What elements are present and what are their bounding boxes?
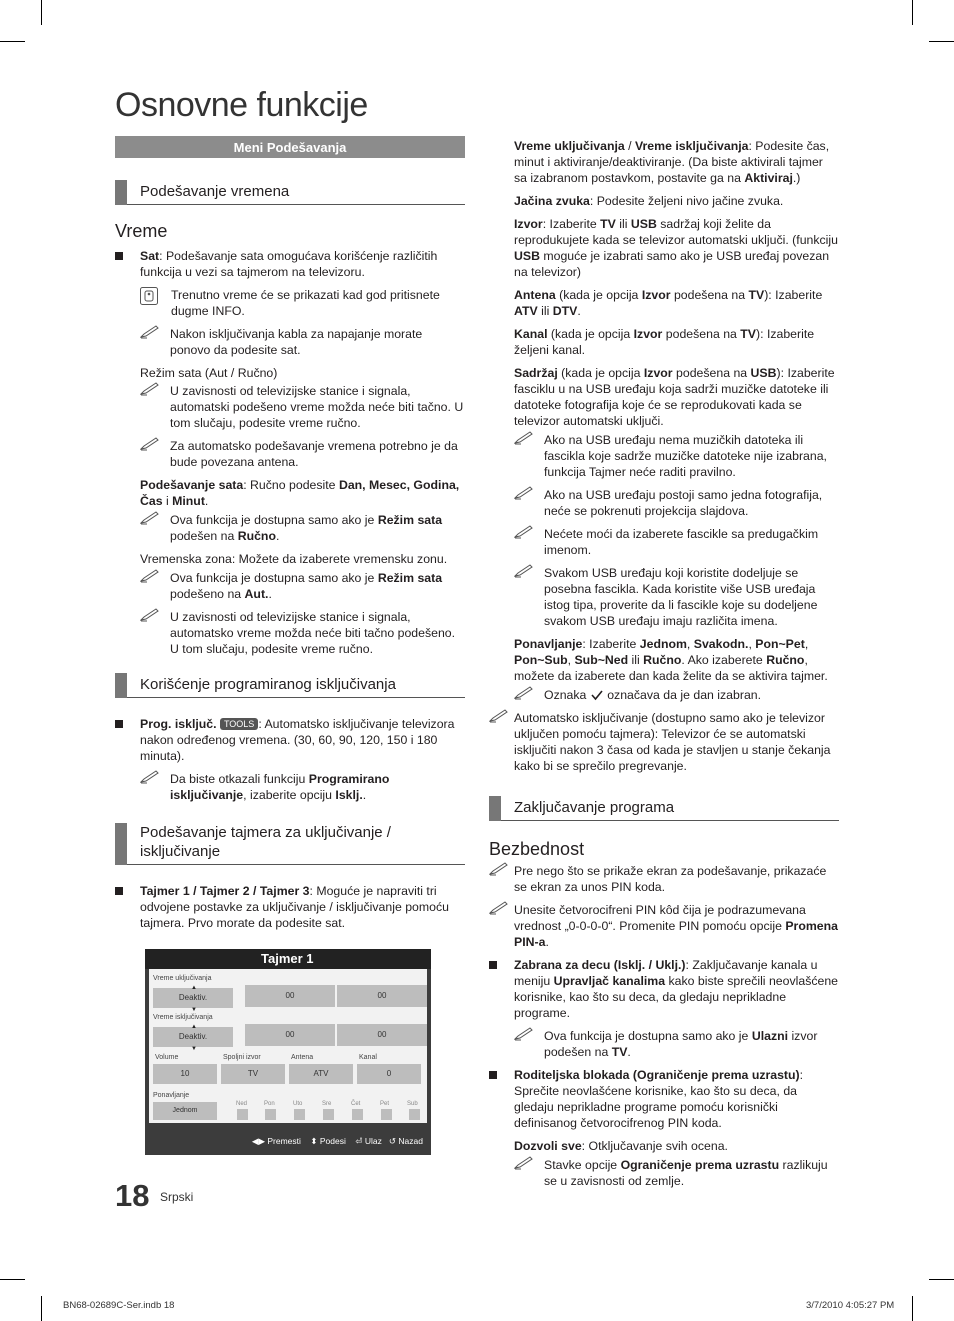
subhead-sleep-timer: Korišćenje programiranog isključivanja [115,673,465,698]
note: Oznaka označava da je dan izabran. [489,687,839,703]
arrow-down-icon: ▼ [191,1007,197,1013]
paragraph-on-off-time: Vreme uključivanja / Vreme isključivanja: Podesite čas, minut i aktiviranje/deaktiviranje. (Da biste aktivirali tajmer sa izabranom postavkom, postavite ga na Aktiviraj.) [514,139,830,185]
pencil-note-icon [514,486,534,500]
paragraph-content: Sadržaj (kada je opcija Izvor podešena na USB): Izaberite fasciklu u na USB uređaju koja sadrži muzičke datoteke ili datoteke fotografija koje će se reprodukovati kada se televizor automatski uključi. [514,366,835,428]
paragraph-source: Izvor: Izaberite TV ili USB sadržaj koji želite da reprodukujete kada se televizor automatski uključi. (funkciju USB moguće je izabrati samo ako je USB uređaj povezan na televizor) [514,217,838,279]
note: Ova funkcija je dostupna samo ako je Režim sata podešeno na Aut.. [115,570,465,602]
note: Za automatsko podešavanje vremena potrebno je da bude povezana antena. [115,438,465,470]
paragraph-volume: Jačina zvuka: Podesite željeni nivo jačine zvuka. [514,194,784,208]
timer-osd-screen [145,949,431,1155]
bullet-prog-isklj: Prog. isključ. TOOLS : Automatsko isključivanje televizora nakon određenog vremena. (30, 60, 90, 120, 150 i 180 minuta). [115,716,465,764]
osd-day-checkbox[interactable] [352,1109,363,1120]
pencil-note-icon [140,325,160,339]
print-slug-file: BN68-02689C-Ser.indb 18 [63,1300,175,1311]
paragraph-antenna: Antena (kada je opcija Izvor podešena na TV): Izaberite ATV ili DTV. [514,288,823,318]
pencil-note-icon [140,437,160,451]
osd-antenna-label: Antena [291,1054,314,1061]
note: Nakon isključivanja kabla za napajanje morate ponovo da podesite sat. [115,326,465,358]
osd-on-select[interactable]: Deaktiv. [153,988,233,1008]
note: Ako na USB uređaju nema muzičkih datoteka ili fascikla koje sadrže muzičke datoteke nije izabrana, funkcija Tajmer neće raditi pravilno. [489,432,839,480]
note: Ova funkcija je dostupna samo ako je Ulazni izvor podešen na TV. [489,1028,839,1060]
enter-icon: ⏎ [355,1136,363,1146]
osd-volume-value[interactable]: 10 [153,1064,217,1084]
note: Stavke opcije Ograničenje prema uzrastu razlikuju se u zavisnosti od zemlje. [489,1157,839,1189]
print-slug-date: 3/7/2010 4:05:27 PM [806,1300,895,1311]
osd-on-hour[interactable]: 00 [245,985,335,1007]
section-heading-vreme: Vreme [115,221,168,241]
up-down-arrow-icon: ⬍ [310,1136,318,1146]
section-heading-bezbednost: Bezbednost [489,839,585,859]
paragraph-repeat: Ponavljanje: Izaberite Jednom, Svakodn., Pon~Pet, Pon~Sub, Sub~Ned ili Ručno. Ako izaberete Ručno, možete da izaberete dan kada želite da se aktivira tajmer. [514,637,828,683]
arrow-up-icon: ▲ [191,1024,197,1030]
osd-on-label: Vreme uključivanja [153,975,212,982]
osd-repeat-label: Ponavljanje [153,1092,190,1099]
osd-source-value[interactable]: TV [221,1064,285,1084]
osd-source-label: Spoljni izvor [223,1054,261,1061]
subhead-timer: Podešavanje tajmera za uključivanje / isključivanje [115,823,465,865]
note: Nećete moći da izaberete fascikle sa predugačkim imenom. [489,526,839,558]
crop-mark [0,1279,25,1280]
left-right-arrow-icon: ◀▶ [251,1136,265,1146]
osd-day-checkbox[interactable] [237,1109,248,1120]
osd-day-label: Sre [322,1101,332,1107]
osd-day-checkbox[interactable] [265,1109,276,1120]
osd-volume-label: Volume [155,1054,179,1061]
note: Ako na USB uređaju postoji samo jedna fotografija, neće se pokrenuti projekcija slajdova. [489,487,839,519]
osd-day-checkbox[interactable] [323,1109,334,1120]
bullet-square-icon [115,252,123,260]
bullet-child-lock: Zabrana za decu (Isklj. / Uklj.): Zaključavanje kanala u meniju Upravljač kanalima kako biste sprečili neovlašćene korisnike, kao što su deca, da gledaju neprikladne programe. [489,957,839,1021]
return-icon: ↺ [388,1136,397,1146]
note: U zavisnosti od televizijske stanice i signala, automatsko vreme možda neće biti tačno podešeno. U tom slučaju, podesite vreme ručno. [115,609,465,657]
paragraph-allow-all: Dozvoli sve: Otključavanje svih ocena. [514,1139,728,1153]
bullet-parental-lock: Roditeljska blokada (Ograničenje prema uzrastu): Sprečite neovlašćene korisnike, kao što su deca, da gledaju neprikladne programe pomoću korisnički definisanog četvorocifrenog PIN koda. [489,1067,839,1131]
label-rezim: Režim sata (Aut / Ručno) [140,366,278,380]
osd-on-minute[interactable]: 00 [335,985,427,1007]
crop-mark [929,41,954,42]
pencil-note-icon [140,511,160,525]
note: Automatsko isključivanje (dostupno samo ako je televizor uključen pomoću tajmera): Televizor će se automatski isključiti nakon 3 časa od kada je stavljen u stanje čekanja kako bi se sprečilo pregrevanje. [489,710,839,774]
osd-footer: ◀▶ Premesti ⬍ Podesi ⏎ Ulaz ↺ Nazad [251,1136,423,1146]
crop-mark [41,0,42,25]
right-column [489,138,839,1196]
pencil-note-icon [140,382,160,396]
pencil-note-icon [489,709,509,723]
note: Da biste otkazali funkciju Programirano isključivanje, izaberite opciju Isklj.. [115,771,465,803]
page-language: Srpski [160,1190,194,1204]
subhead-program-lock: Zaključavanje programa [489,796,839,821]
osd-off-select[interactable]: Deaktiv. [153,1027,233,1047]
osd-off-label: Vreme isključivanja [153,1014,213,1021]
crop-mark [929,1279,954,1280]
pencil-note-icon [140,608,160,622]
paragraph-podesavanje-sata: Podešavanje sata: Ručno podesite Dan, Mesec, Godina, Čas i Minut. [140,478,460,508]
osd-day-label: Sub [407,1101,418,1107]
pencil-note-icon [514,525,534,539]
menu-bar: Meni Podešavanja [115,136,465,158]
osd-day-label: Čet [351,1101,361,1107]
osd-day-label: Pon [264,1101,275,1107]
crop-mark [912,0,913,25]
pencil-note-icon [489,862,509,876]
left-column [115,136,465,1155]
checkmark-icon [590,689,604,701]
pencil-note-icon [514,1156,534,1170]
bullet-square-icon [115,720,123,728]
bullet-tajmer: Tajmer 1 / Tajmer 2 / Tajmer 3: Moguće je napraviti tri odvojene postavke za uključivanje / isključivanje pomoću tajmera. Prvo morate da podesite sat. [115,883,465,931]
osd-off-minute[interactable]: 00 [335,1024,427,1046]
osd-repeat-value[interactable]: Jednom [153,1102,217,1120]
osd-title: Tajmer 1 [145,949,431,969]
osd-day-label: Pet [380,1101,390,1107]
bullet-sat: Sat: Podešavanje sata omogućava korišćenje različitih funkcija u vezi sa tajmerom na televizoru. [115,248,465,280]
pencil-note-icon [140,569,160,583]
subhead-time-setup: Podešavanje vremena [115,180,465,205]
osd-channel-label: Kanal [359,1054,377,1061]
page-title: Osnovne funkcije [115,86,368,124]
osd-day-checkbox[interactable] [409,1109,420,1120]
note: U zavisnosti od televizijske stanice i signala, automatski podešeno vreme možda neće biti tačno. U tom slučaju, podesite vreme ručno. [115,383,465,431]
osd-day-checkbox[interactable] [294,1109,305,1120]
tools-button-icon: TOOLS [220,718,258,730]
pencil-note-icon [489,901,509,915]
paragraph-vremenska-zona: Vremenska zona: Možete da izaberete vremensku zonu. [140,552,448,566]
bullet-square-icon [115,887,123,895]
arrow-up-icon: ▲ [191,985,197,991]
pencil-note-icon [514,431,534,445]
note: Svakom USB uređaju koji koristite dodeljuje se posebna fascikla. Kada koristite više USB uređaja istog tipa, proverite da li fascikle koje su dodeljene svakom USB uređaju imaju različita imena. [489,565,839,629]
pencil-note-icon [140,770,160,784]
crop-mark [912,1296,913,1321]
info-note: Trenutno vreme će se prikazati kad god pritisnete dugme INFO. [115,287,465,319]
osd-day-label: Uto [293,1101,303,1107]
osd-channel-value[interactable]: 0 [357,1064,421,1084]
osd-off-hour[interactable]: 00 [245,1024,335,1046]
bullet-square-icon [489,1071,497,1079]
osd-antenna-value[interactable]: ATV [289,1064,353,1084]
osd-day-label: Ned [236,1101,248,1107]
note: Pre nego što se prikaže ekran za podešavanje, prikazaće se ekran za unos PIN koda. [489,863,839,895]
pencil-note-icon [514,686,534,700]
crop-mark [41,1296,42,1321]
pencil-note-icon [514,1027,534,1041]
osd-body [149,969,427,1123]
note: Unesite četvorocifreni PIN kôd čija je podrazumevana vrednost „0-0-0-0“. Promenite PIN pomoću opcije Promena PIN-a. [489,902,839,950]
arrow-down-icon: ▼ [191,1046,197,1052]
page-number: 18 [115,1178,150,1213]
remote-info-icon [140,287,158,305]
paragraph-channel: Kanal (kada je opcija Izvor podešena na TV): Izaberite željeni kanal. [514,327,815,357]
bullet-square-icon [489,961,497,969]
note: Ova funkcija je dostupna samo ako je Režim sata podešen na Ručno. [115,512,465,544]
crop-mark [0,41,25,42]
osd-day-checkbox[interactable] [381,1109,392,1120]
pencil-note-icon [514,564,534,578]
